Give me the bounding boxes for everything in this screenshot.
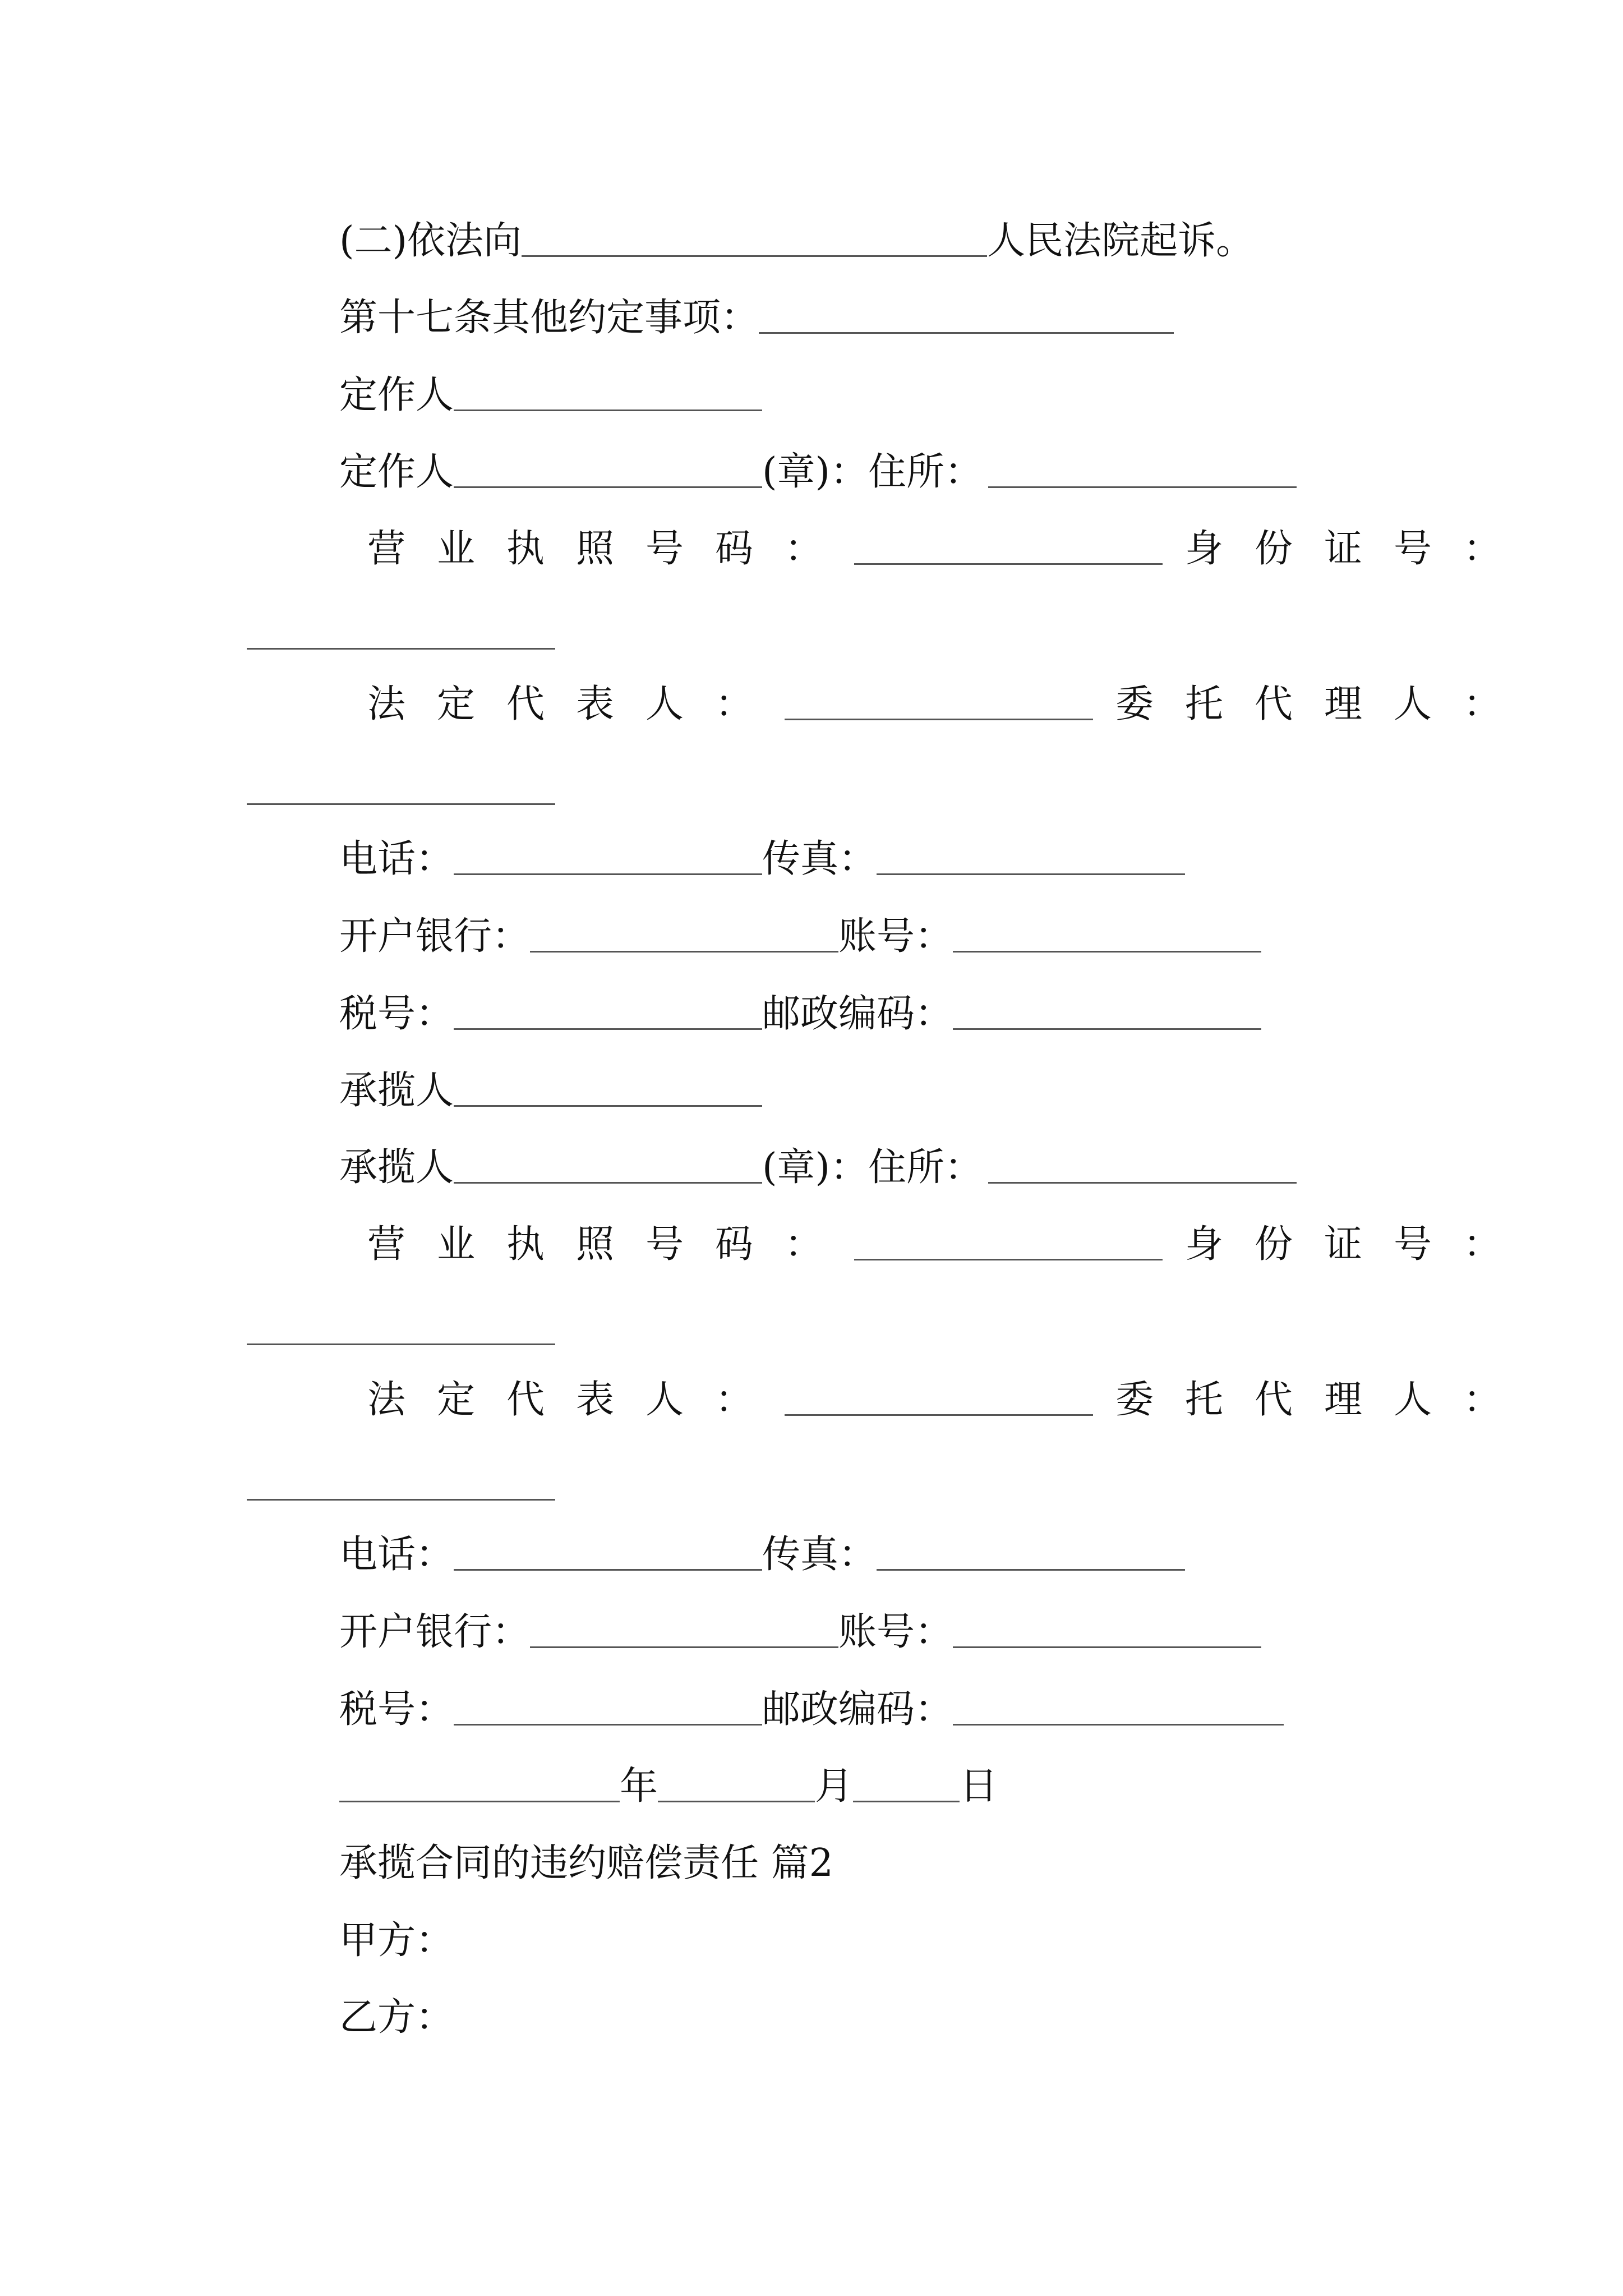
yi-line	[339, 1990, 454, 2046]
party-b-seal-blank[interactable]	[454, 1180, 762, 1184]
party-b-address-label: (章)：住所：	[762, 1145, 983, 1190]
party-a-license-line	[367, 521, 1533, 577]
party-b-agent-label: 委托代理人：	[1115, 1378, 1533, 1422]
party-b-rep-blank[interactable]	[785, 1412, 1093, 1416]
party-a-tax-blank[interactable]	[454, 1026, 762, 1030]
party-b-tax-line	[339, 1682, 1284, 1738]
party-a-address-label: (章)：住所：	[762, 450, 983, 494]
party-a-name-line	[339, 367, 762, 424]
party-a-seal-line	[339, 444, 1297, 500]
party-a-rep-blank[interactable]	[785, 716, 1093, 720]
party-b-license-line	[367, 1217, 1533, 1273]
court-clause-suffix: 人民法院起诉。	[987, 219, 1255, 263]
party-a-postcode-blank[interactable]	[953, 1026, 1261, 1030]
party-a-rep-label: 法定代表人：	[367, 682, 785, 726]
party-a-agent-blank[interactable]	[247, 803, 555, 805]
party-b-bank-blank[interactable]	[530, 1644, 838, 1648]
court-clause-line	[339, 213, 1254, 269]
party-a-account-blank[interactable]	[953, 949, 1261, 953]
party-a-bank-line	[339, 909, 1261, 965]
party-b-name-line	[339, 1063, 762, 1119]
party-a-agent-label: 委托代理人：	[1115, 682, 1533, 726]
party-b-postcode-label: 邮政编码：	[762, 1687, 953, 1732]
party-b-license-blank[interactable]	[854, 1257, 1163, 1260]
party-yi-label: 乙方：	[339, 1995, 454, 2040]
party-jia-label: 甲方：	[339, 1918, 454, 1963]
year-blank[interactable]	[339, 1798, 620, 1802]
party-a-bank-label: 开户银行：	[339, 914, 531, 959]
party-b-address-blank[interactable]	[988, 1180, 1297, 1184]
court-clause-prefix: (二)依法向	[339, 219, 522, 263]
section-title-line	[339, 1835, 833, 1892]
party-a-id-label: 身份证号：	[1185, 527, 1533, 571]
section-title: 承揽合同的违约赔偿责任 篇2	[339, 1841, 833, 1885]
party-b-seal-line	[339, 1140, 1297, 1196]
party-b-postcode-blank[interactable]	[953, 1722, 1284, 1726]
jia-line	[339, 1913, 454, 1969]
party-b-phone-label: 电话：	[339, 1533, 454, 1577]
party-b-fax-label: 传真：	[762, 1533, 877, 1577]
party-a-tax-label: 税号：	[339, 992, 454, 1036]
court-name-blank[interactable]	[522, 253, 987, 257]
party-b-rep-label: 法定代表人：	[367, 1378, 785, 1422]
party-a-address-blank[interactable]	[988, 484, 1297, 488]
other-matters-blank[interactable]	[759, 330, 1174, 334]
party-b-agent-blank[interactable]	[247, 1499, 555, 1501]
party-b-bank-label: 开户银行：	[339, 1610, 531, 1654]
day-blank[interactable]	[853, 1798, 960, 1802]
party-a-fax-label: 传真：	[762, 837, 877, 881]
party-a-name-blank[interactable]	[454, 407, 762, 411]
party-b-license-label: 营业执照号码：	[367, 1222, 855, 1267]
party-a-phone-label: 电话：	[339, 837, 454, 881]
year-label: 年	[620, 1764, 658, 1809]
party-a-seal-blank[interactable]	[454, 484, 762, 488]
month-blank[interactable]	[658, 1798, 815, 1802]
party-b-tax-blank[interactable]	[454, 1722, 762, 1726]
party-b-account-label: 账号：	[838, 1610, 953, 1654]
party-b-rep-line	[367, 1372, 1533, 1428]
party-a-phone-line	[339, 831, 1185, 887]
party-a-tax-line	[339, 986, 1261, 1042]
party-a-bank-blank[interactable]	[530, 949, 838, 953]
party-a-name-label: 定作人	[339, 373, 454, 417]
party-b-id-label: 身份证号：	[1185, 1222, 1533, 1267]
party-a-fax-blank[interactable]	[877, 871, 1185, 875]
party-b-seal-label: 承揽人	[339, 1145, 454, 1190]
party-a-postcode-label: 邮政编码：	[762, 992, 953, 1036]
party-a-license-blank[interactable]	[854, 561, 1163, 565]
party-a-id-blank[interactable]	[247, 648, 555, 650]
party-a-account-label: 账号：	[838, 914, 953, 959]
party-b-name-label: 承揽人	[339, 1069, 454, 1113]
party-b-account-blank[interactable]	[953, 1644, 1261, 1648]
party-b-bank-line	[339, 1604, 1261, 1660]
month-label: 月	[815, 1764, 854, 1809]
other-matters-line	[339, 290, 1174, 346]
party-b-phone-blank[interactable]	[454, 1567, 762, 1571]
party-a-phone-blank[interactable]	[454, 871, 762, 875]
party-b-name-blank[interactable]	[454, 1103, 762, 1107]
party-a-seal-label: 定作人	[339, 450, 454, 494]
party-b-phone-line	[339, 1527, 1185, 1583]
other-matters-label: 第十七条其他约定事项：	[339, 296, 759, 340]
party-b-fax-blank[interactable]	[877, 1567, 1185, 1571]
party-b-id-blank[interactable]	[247, 1343, 555, 1345]
date-line	[339, 1759, 998, 1815]
party-a-license-label: 营业执照号码：	[367, 527, 855, 571]
party-a-rep-line	[367, 677, 1533, 733]
day-label: 日	[960, 1764, 998, 1809]
party-b-tax-label: 税号：	[339, 1687, 454, 1732]
